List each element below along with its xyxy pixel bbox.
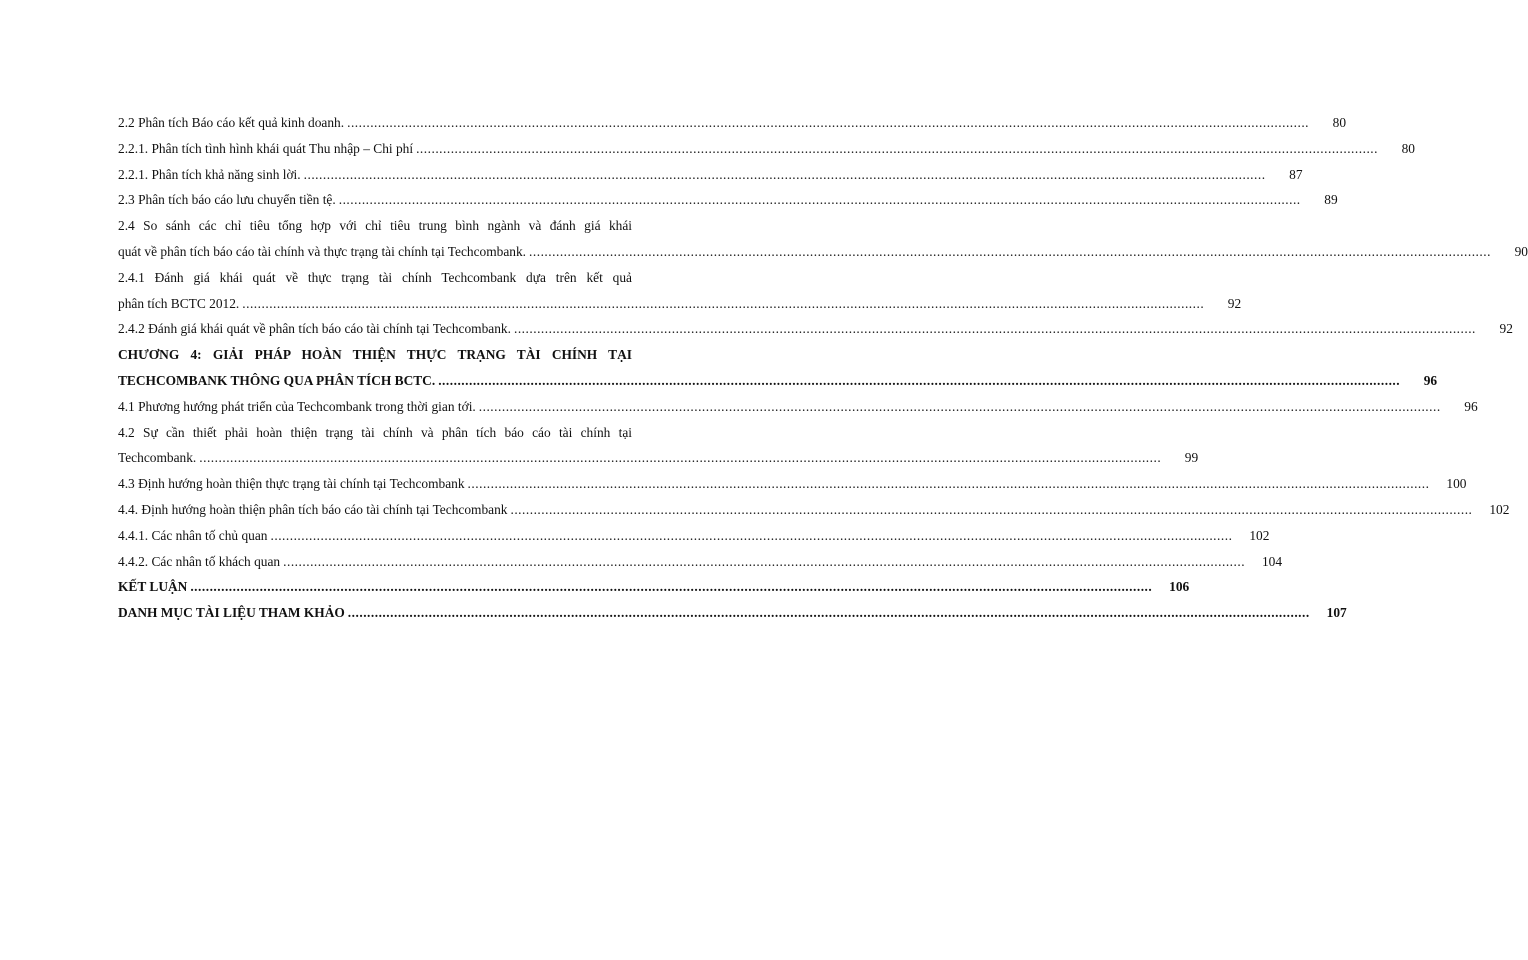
toc-entry[interactable] <box>118 574 1190 600</box>
toc-entry-line-last <box>118 239 1528 265</box>
toc-page-number: 92 <box>1227 295 1242 311</box>
toc-entry-title: phân tích BCTC 2012. <box>118 295 240 311</box>
toc-entry-line-last <box>118 316 1513 342</box>
toc-entry-title: KẾT LUẬN <box>118 579 188 595</box>
toc-entry-line-last <box>118 394 1478 420</box>
dot-leader <box>199 445 1161 471</box>
toc-entry-title: 4.4.2. Các nhân tố khách quan <box>118 553 281 569</box>
toc-page-number: 99 <box>1184 450 1199 466</box>
toc-entry-title: 2.2 Phân tích Báo cáo kết quả kinh doanh. <box>118 115 345 130</box>
toc-entry-line <box>118 420 632 446</box>
toc-entry-title: 4.4. Định hướng hoàn thiện phân tích báo cáo tài chính tại Techcombank <box>118 501 508 517</box>
toc-entry-line-last <box>118 291 1242 317</box>
toc-entry-line-last <box>118 162 1303 188</box>
toc-page-number: 80 <box>1401 140 1415 156</box>
toc-page-number: 90 <box>1514 243 1528 259</box>
toc-entry[interactable] <box>118 342 1438 394</box>
dot-leader <box>304 162 1266 188</box>
toc-entry-line-last <box>118 368 1438 394</box>
toc-entry-line <box>118 213 632 239</box>
toc-entry[interactable] <box>118 136 1415 162</box>
toc-page-number: 87 <box>1289 166 1303 182</box>
toc-entry-line-last <box>118 110 1347 136</box>
toc-entry[interactable] <box>118 162 1303 188</box>
toc-entry[interactable] <box>118 420 1199 472</box>
toc-page-number: 106 <box>1169 579 1190 595</box>
toc-entry[interactable] <box>118 497 1510 523</box>
toc-entry-line-last <box>118 136 1415 162</box>
toc-page-number: 92 <box>1499 321 1513 337</box>
toc-entry-line-last <box>118 600 1347 626</box>
toc-page-number: 80 <box>1332 115 1347 130</box>
toc-entry-title: 2.3 Phân tích báo cáo lưu chuyển tiền tệ. <box>118 192 336 208</box>
dot-leader <box>468 471 1430 497</box>
dot-leader <box>339 187 1301 213</box>
toc-entry[interactable] <box>118 471 1467 497</box>
toc-entry[interactable] <box>118 523 1270 549</box>
toc-entry-title: quát về phân tích báo cáo tài chính và thực trạng tài chính tại Techcombank. <box>118 243 527 259</box>
toc-entry-title: TECHCOMBANK THÔNG QUA PHÂN TÍCH BCTC. <box>118 372 436 388</box>
toc-entry-line-last <box>118 445 1199 471</box>
toc-entry[interactable] <box>118 549 1283 575</box>
dot-leader <box>271 523 1233 549</box>
toc-entry-line-last <box>118 523 1270 549</box>
toc-entry-line-last <box>118 549 1283 575</box>
toc-entry-title: 4.2 Sự cần thiết phải hoàn thiện trạng tài chính và phân tích báo cáo tài chính tại <box>118 424 632 440</box>
toc-entry[interactable] <box>118 213 1528 265</box>
table-of-contents <box>118 110 1528 626</box>
toc-entry[interactable] <box>118 316 1513 342</box>
dot-leader <box>283 549 1245 575</box>
toc-entry-title: 2.4 So sánh các chỉ tiêu tổng hợp với chỉ tiêu trung bình ngành và đánh giá khái <box>118 218 632 234</box>
dot-leader <box>438 368 1400 394</box>
toc-entry-title: Techcombank. <box>118 450 197 466</box>
toc-page-number: 102 <box>1249 527 1270 543</box>
toc-entry-title: DANH MỤC TÀI LIỆU THAM KHẢO <box>118 605 345 621</box>
dot-leader <box>242 291 1204 317</box>
toc-entry-line-last <box>118 187 1338 213</box>
dot-leader <box>190 574 1152 600</box>
toc-entry-line-last <box>118 497 1510 523</box>
toc-entry-title: 2.2.1. Phân tích tình hình khái quát Thu nhập – Chi phí <box>118 140 414 156</box>
dot-leader <box>514 316 1476 342</box>
dot-leader <box>479 394 1441 420</box>
dot-leader <box>347 110 1309 136</box>
toc-page-number: 102 <box>1489 501 1510 517</box>
toc-entry-title: 4.4.1. Các nhân tố chủ quan <box>118 527 268 543</box>
toc-entry-title: 2.4.2 Đánh giá khái quát về phân tích báo cáo tài chính tại Techcombank. <box>118 321 511 337</box>
dot-leader <box>416 136 1378 162</box>
toc-entry[interactable] <box>118 110 1347 136</box>
dot-leader <box>348 600 1310 626</box>
toc-entry-title: CHƯƠNG 4: GIẢI PHÁP HOÀN THIỆN THỰC TRẠNG TÀI CHÍNH TẠI <box>118 347 632 363</box>
toc-page-number: 104 <box>1261 553 1283 569</box>
toc-entry-title: 2.2.1. Phân tích khả năng sinh lời. <box>118 166 301 182</box>
toc-page-number: 96 <box>1423 372 1438 388</box>
toc-page-number: 107 <box>1326 605 1347 621</box>
toc-page-number: 89 <box>1324 192 1338 208</box>
toc-page-number: 100 <box>1446 476 1467 492</box>
toc-entry-title: 2.4.1 Đánh giá khái quát về thực trạng tài chính Techcombank dựa trên kết quả <box>118 269 632 285</box>
toc-entry-title: 4.3 Định hướng hoàn thiện thực trạng tài chính tại Techcombank <box>118 476 465 492</box>
toc-entry-line-last <box>118 471 1467 497</box>
toc-entry-line <box>118 342 632 368</box>
toc-entry-title: 4.1 Phương hướng phát triển của Techcombank trong thời gian tới. <box>118 398 476 414</box>
dot-leader <box>510 497 1472 523</box>
toc-entry[interactable] <box>118 600 1347 626</box>
dot-leader <box>529 239 1491 265</box>
toc-entry[interactable] <box>118 394 1478 420</box>
toc-page-number: 96 <box>1464 398 1478 414</box>
toc-entry[interactable] <box>118 265 1242 317</box>
toc-entry[interactable] <box>118 187 1338 213</box>
toc-entry-line-last <box>118 574 1190 600</box>
toc-entry-line <box>118 265 632 291</box>
